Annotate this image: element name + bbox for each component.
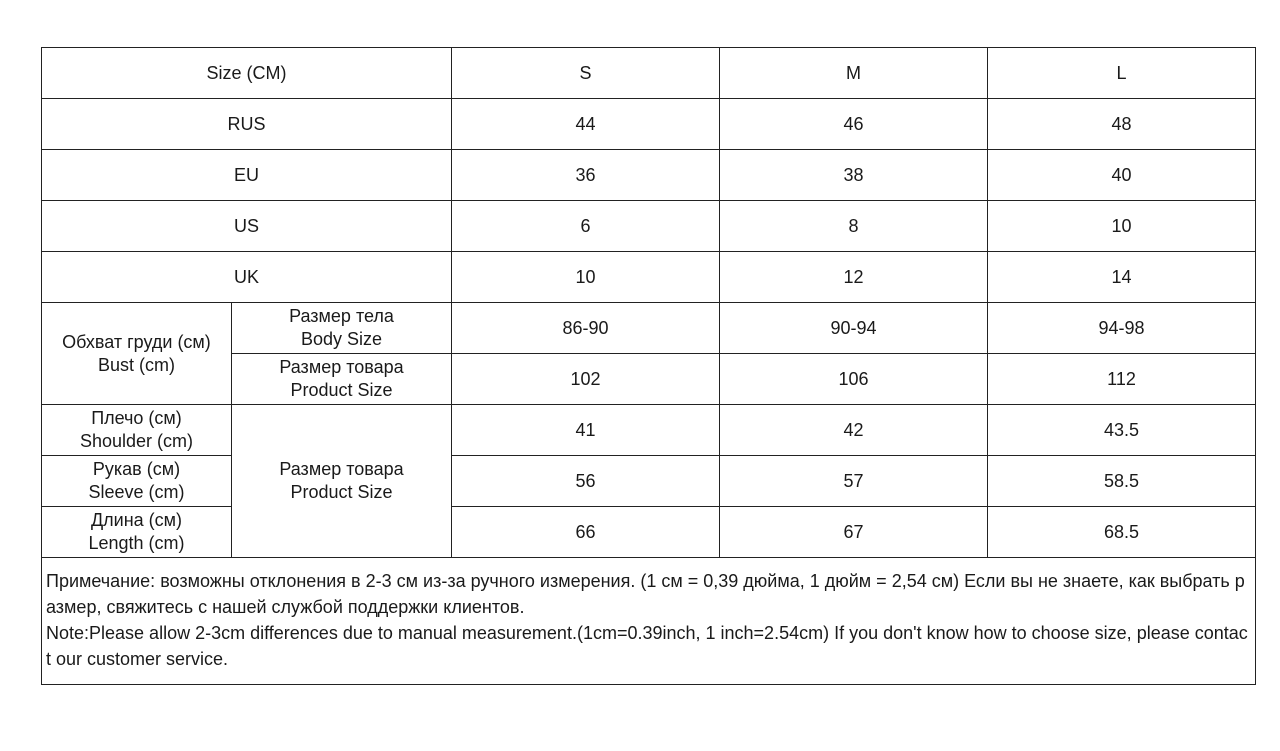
table-cell: 41: [452, 405, 720, 456]
table-row-us: [42, 201, 1256, 252]
table-row-length: [42, 507, 1256, 558]
product-size-label-en: Product Size: [290, 380, 393, 400]
table-cell: 36: [452, 150, 720, 201]
table-row-uk: [42, 252, 1256, 303]
table-cell: 56: [452, 456, 720, 507]
table-cell: 112: [988, 354, 1256, 405]
sleeve-label: [42, 456, 232, 507]
body-size-label: [232, 303, 452, 354]
product-size-group-label-en: Product Size: [290, 482, 393, 502]
table-cell: 42: [720, 405, 988, 456]
table-row-sleeve: [42, 456, 1256, 507]
table-cell: 38: [720, 150, 988, 201]
sleeve-label-ru: Рукав (см): [92, 459, 181, 479]
row-label: US: [42, 201, 452, 252]
table-row-rus: [42, 99, 1256, 150]
length-label: [42, 507, 232, 558]
shoulder-label-en: Shoulder (cm): [79, 431, 194, 451]
table-row-bust-body: [42, 303, 1256, 354]
bust-label-en: Bust (cm): [97, 354, 175, 375]
note-en: Note:Please allow 2-3cm differences due to manual measurement.(1cm=0.39inch, 1 inch=2.54cm) If you don't know how to choose size, please contact our customer service.: [46, 623, 1248, 669]
product-size-group-label-ru: Размер товара: [279, 459, 404, 479]
table-row-eu: [42, 150, 1256, 201]
table-cell: 12: [720, 252, 988, 303]
table-cell: 90-94: [720, 303, 988, 354]
table-cell: 66: [452, 507, 720, 558]
size-l-header: L: [988, 48, 1256, 99]
table-cell: 46: [720, 99, 988, 150]
table-cell: 86-90: [452, 303, 720, 354]
body-size-label-ru: Размер тела: [289, 306, 394, 326]
table-cell: 68.5: [988, 507, 1256, 558]
note-cell: [42, 558, 1256, 685]
table-cell: 102: [452, 354, 720, 405]
shoulder-label-ru: Плечо (см): [91, 408, 182, 428]
row-label: UK: [42, 252, 452, 303]
table-cell: 6: [452, 201, 720, 252]
table-cell: 58.5: [988, 456, 1256, 507]
table-row-shoulder: [42, 405, 1256, 456]
table-cell: 94-98: [988, 303, 1256, 354]
size-chart-table: [41, 47, 1256, 685]
bust-label: [42, 303, 232, 405]
size-s-header: S: [452, 48, 720, 99]
table-note-row: [42, 558, 1256, 685]
size-m-header: M: [720, 48, 988, 99]
table-cell: 44: [452, 99, 720, 150]
table-cell: 10: [988, 201, 1256, 252]
product-size-label: [232, 354, 452, 405]
row-label: RUS: [42, 99, 452, 150]
table-cell: 14: [988, 252, 1256, 303]
table-header-row: [42, 48, 1256, 99]
length-label-ru: Длина (см): [90, 510, 183, 530]
bust-label-ru: Обхват груди (см): [62, 331, 211, 352]
table-cell: 48: [988, 99, 1256, 150]
table-cell: 8: [720, 201, 988, 252]
table-cell: 10: [452, 252, 720, 303]
table-cell: 43.5: [988, 405, 1256, 456]
product-size-label-ru: Размер товара: [279, 357, 404, 377]
length-label-en: Length (cm): [88, 533, 185, 553]
table-cell: 57: [720, 456, 988, 507]
table-cell: 40: [988, 150, 1256, 201]
table-cell: 67: [720, 507, 988, 558]
row-label: EU: [42, 150, 452, 201]
sleeve-label-en: Sleeve (cm): [88, 482, 185, 502]
shoulder-label: [42, 405, 232, 456]
size-header-cell: Size (CM): [42, 48, 452, 99]
body-size-label-en: Body Size: [300, 329, 383, 349]
note-ru: Примечание: возможны отклонения в 2-3 см из-за ручного измерения. (1 см = 0,39 дюйма, 1 дюйм = 2,54 см) Если вы не знаете, как выбрать размер, свяжитесь с нашей службой поддержки клиентов.: [46, 571, 1245, 617]
product-size-group-label: [232, 405, 452, 558]
table-cell: 106: [720, 354, 988, 405]
